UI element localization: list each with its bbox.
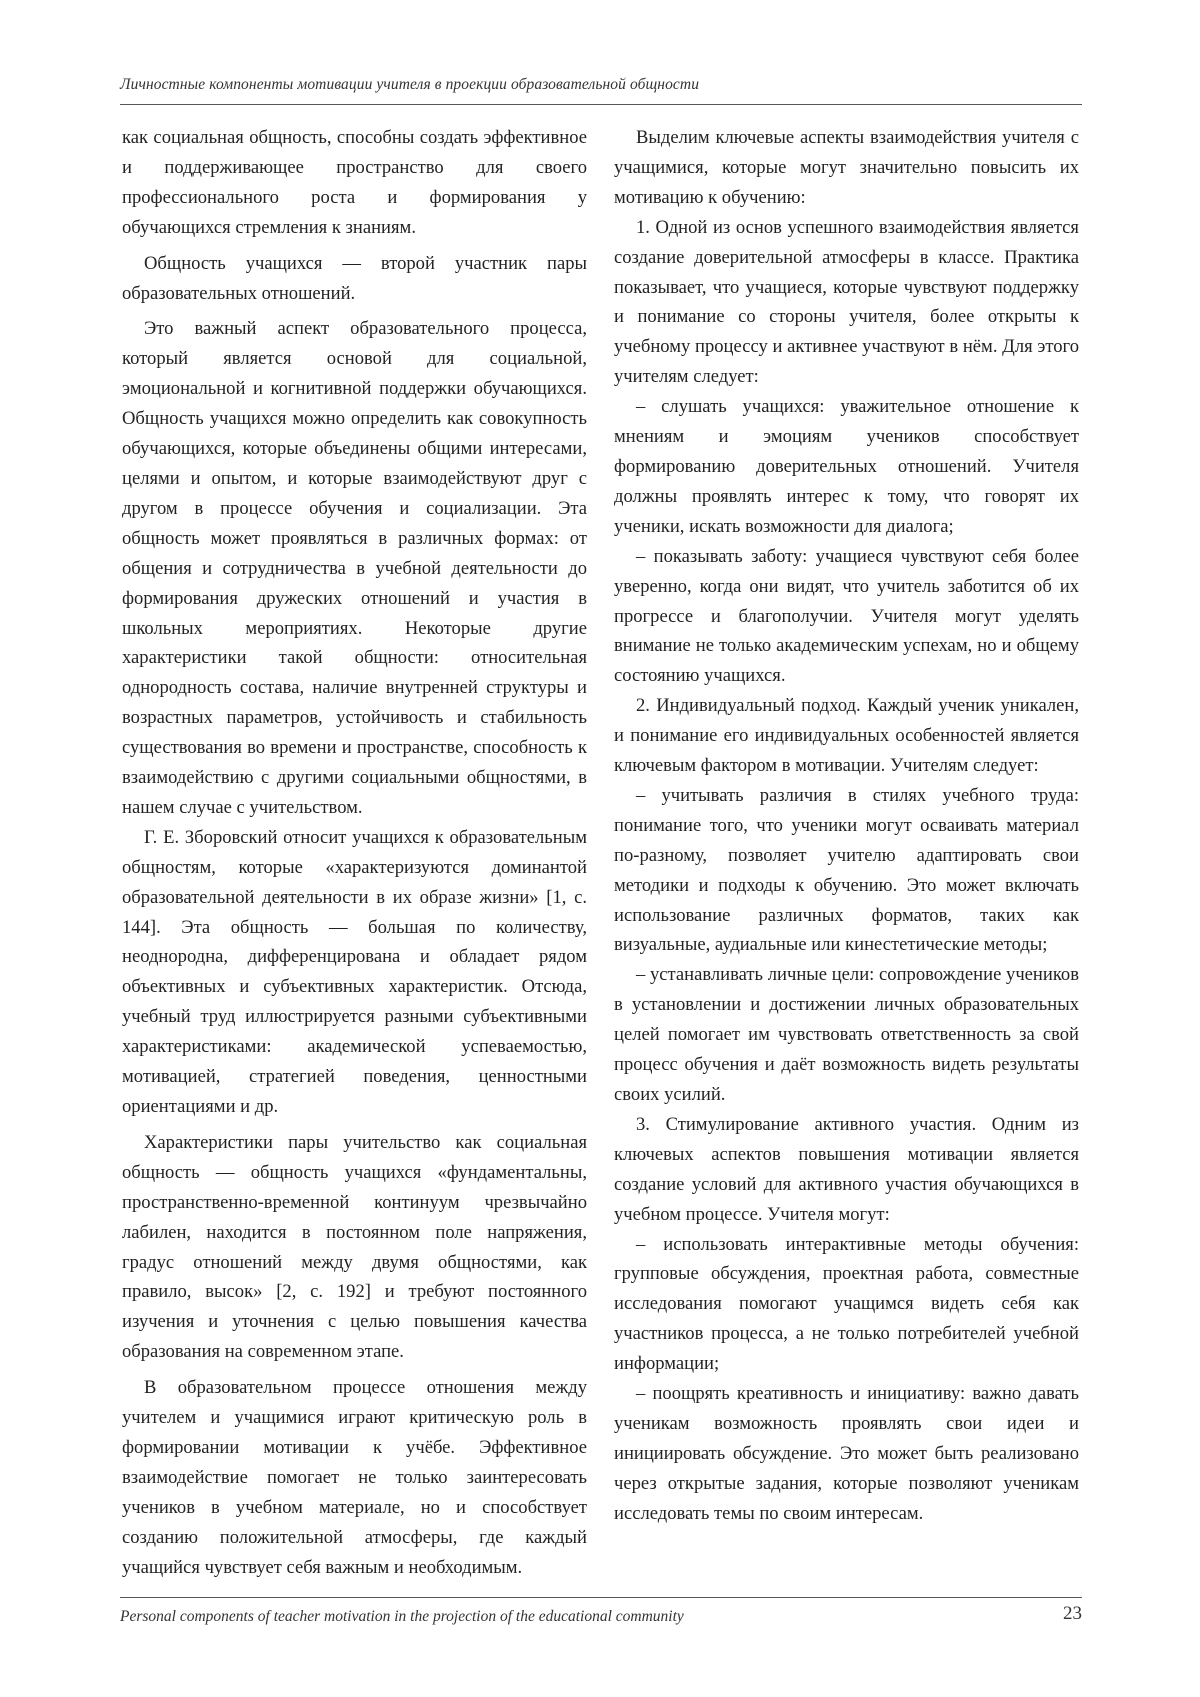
list-item: 1. Одной из основ успешного взаимодействия является создание доверительной атмосферы в классе. Практика показывает, что учащиеся, которые чувствуют поддержку и понимание со стороны учителя, более открыты к учебному процессу и активнее участвуют в нём. Для этого учителям следует: xyxy=(614,216,1079,388)
list-item: 3. Стимулирование активного участия. Одним из ключевых аспектов повышения мотивации является создание условий для активного участия обучающихся в учебном процессе. Учителя могут: xyxy=(614,1113,1079,1225)
paragraph: Г. Е. Зборовский относит учащихся к образовательным общностям, которые «характеризуются доминантой образовательной деятельности в их образе жизни» [1, с. 144]. Эта общность — большая по количеству, неоднородна, дифференцирована и обладает рядом объективных и субъективных характеристик. Отсюда, учебный труд иллюстрируется разными субъективными характеристиками: академической успеваемостью, мотивацией, стратегией поведения, ценностными ориентациями и др. xyxy=(122,826,587,1117)
paragraph: Выделим ключевые аспекты взаимодействия учителя с учащимися, которые могут значительно повысить их мотивацию к обучению: xyxy=(614,127,1079,208)
list-item: – слушать учащихся: уважительное отношение к мнениям и эмоциям учеников способствует формированию доверительных отношений. Учителя должны проявлять интерес к тому, что говорят их ученики, искать возможности для диалога; xyxy=(614,396,1079,537)
paragraph: Общность учащихся — второй участник пары образовательных отношений. xyxy=(122,252,587,304)
list-item: – учитывать различия в стилях учебного труда: понимание того, что ученики могут осваивать материал по-разному, позволяет учителю адаптировать свои методики и подходы к обучению. Это может включать использование различных форматов, таких как визуальные, аудиальные или кинестетические методы; xyxy=(614,784,1079,956)
paragraph: Это важный аспект образовательного процесса, который является основой для социальной, эмоциональной и когнитивной поддержки обучающихся. Общность учащихся можно определить как совокупность обучающихся, которые объединены общими интересами, целями и опытом, и которые взаимодействуют друг с другом в процессе обучения и социализации. Эта общность может проявляться в различных формах: от общения и сотрудничества в учебной деятельности до формирования дружеских отношений и участия в школьных мероприятиях. Некоторые другие характеристики такой общности: относительная однородность состава, наличие внутренней структуры и возрастных параметров, устойчивость и стабильность существования во времени и пространстве, способность к взаимодействию с другими социальными общностями, в нашем случае с учительством. xyxy=(122,318,587,818)
list-item: 2. Индивидуальный подход. Каждый ученик уникален, и понимание его индивидуальных особенностей является ключевым фактором в мотивации. Учителям следует: xyxy=(614,695,1079,777)
header-rule xyxy=(120,104,1082,105)
paragraph: как социальная общность, способны создать эффективное и поддерживающее пространство для своего профессионального роста и формирования у обучающихся стремления к знаниям. xyxy=(122,127,587,238)
list-item: – использовать интерактивные методы обучения: групповые обсуждения, проектная работа, совместные исследования помогают учащимся видеть себя как участников процесса, а не только потребителей учебной информации; xyxy=(614,1233,1079,1375)
right-column xyxy=(614,123,1079,1529)
page-number: 23 xyxy=(1063,1603,1082,1624)
left-column xyxy=(122,123,587,1583)
list-item: – устанавливать личные цели: сопровождение учеников в установлении и достижении личных образовательных целей помогает им чувствовать ответственность за свой процесс обучения и даёт возможность видеть результаты своих усилий. xyxy=(614,964,1079,1105)
list-item: – показывать заботу: учащиеся чувствуют себя более уверенно, когда они видят, что учитель заботится об их прогрессе и благополучии. Учителя могут уделять внимание не только академическим успехам, но и общему состоянию учащихся. xyxy=(614,545,1079,687)
running-header: Личностные компоненты мотивации учителя в проекции образовательной общности xyxy=(120,76,700,93)
list-item: – поощрять креативность и инициативу: важно давать ученикам возможность проявлять свои идеи и инициировать обсуждение. Это может быть реализовано через открытые задания, которые позволяют ученикам исследовать темы по своим интересам. xyxy=(614,1383,1079,1524)
running-footer: Personal components of teacher motivation in the projection of the educational community xyxy=(120,1608,684,1625)
paragraph: В образовательном процессе отношения между учителем и учащимися играют критическую роль в формировании мотивации к учёбе. Эффективное взаимодействие помогает не только заинтересовать учеников в учебном материале, но и способствует созданию положительной атмосферы, где каждый учащийся чувствует себя важным и необходимым. xyxy=(122,1377,587,1578)
paragraph: Характеристики пары учительство как социальная общность — общность учащихся «фундаментальны, пространственно-временной континуум чрезвычайно лабилен, находится в постоянном поле напряжения, градус отношений между двумя общностями, как правило, высок» [2, с. 192] и требуют постоянного изучения и уточнения с целью повышения качества образования на современном этапе. xyxy=(122,1131,587,1363)
footer-rule xyxy=(120,1597,1082,1598)
